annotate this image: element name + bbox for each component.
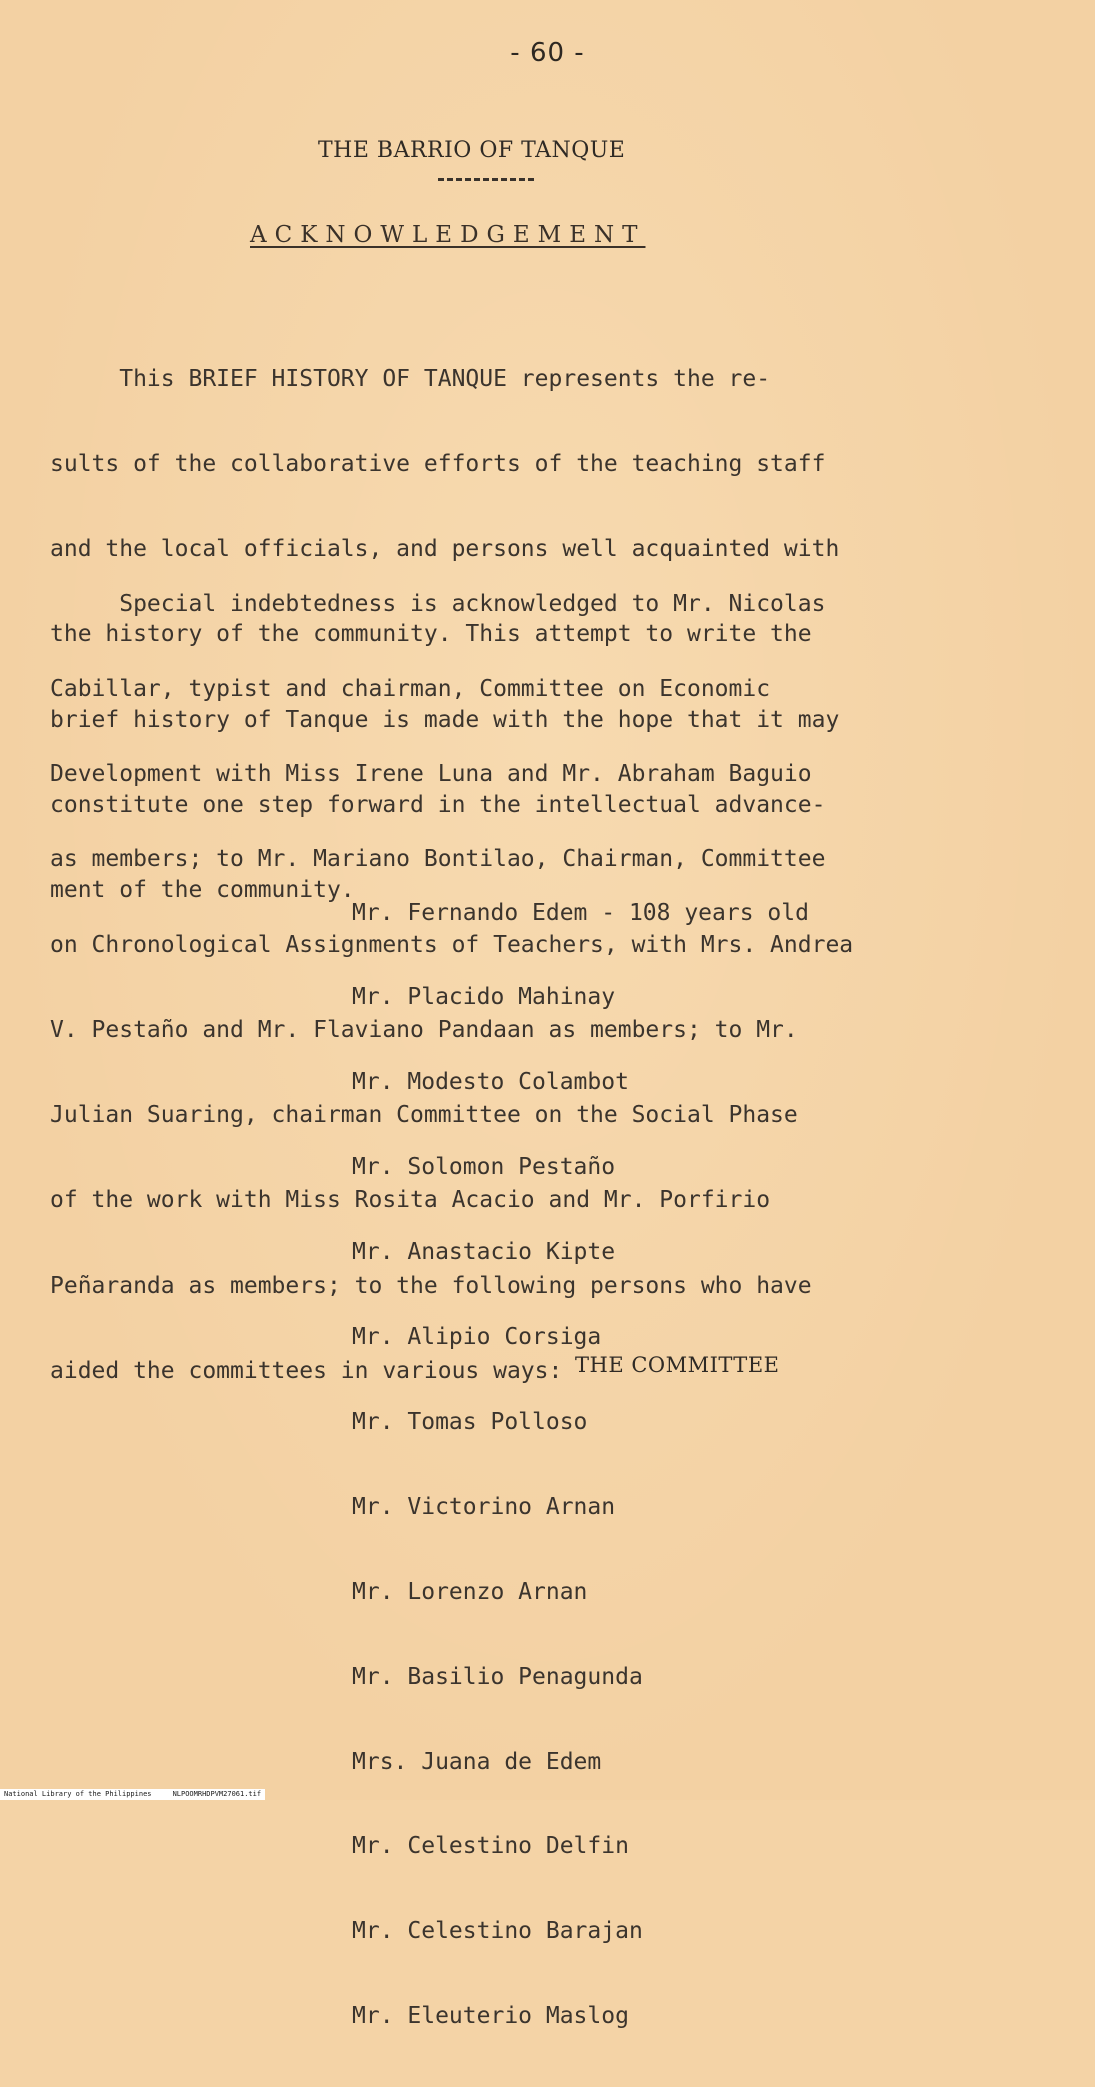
list-item: Mr. Modesto Colambot <box>352 1069 629 1096</box>
paragraph-line: Special indebtedness is acknowledged to Mr. Nicolas <box>50 590 826 617</box>
list-item: Mr. Alipio Corsiga <box>352 1324 602 1351</box>
paragraph-line: the history of the community. This attempt to write the <box>50 621 812 648</box>
persons-list <box>352 842 809 2087</box>
paragraph-line: ment of the community. <box>50 877 355 904</box>
paragraph-line: Development with Miss Irene Luna and Mr. Abraham Baguio <box>50 761 812 788</box>
signature: THE COMMITTEE <box>575 1353 780 1377</box>
list-item: Mr. Victorino Arnan <box>352 1493 616 1520</box>
paragraph-line: on Chronological Assignments of Teachers, with Mrs. Andrea <box>50 931 854 958</box>
title-dashed-rule <box>438 178 534 181</box>
paragraph-line: of the work with Miss Rosita Acacio and Mr. Porfirio <box>50 1187 771 1214</box>
paragraph-line: This BRIEF HISTORY OF TANQUE represents the re- <box>50 365 771 392</box>
list-item: Mr. Lorenzo Arnan <box>352 1578 588 1605</box>
paragraph-line: Peñaranda as members; to the following persons who have <box>50 1272 812 1299</box>
scan-footer: National Library of the Philippines NLPOOMRHDPVM27061.tif <box>0 1789 265 1800</box>
paragraph-line: Julian Suaring, chairman Committee on the Social Phase <box>50 1102 798 1129</box>
list-item: Mr. Basilio Penagunda <box>352 1663 643 1690</box>
section-heading: ACKNOWLEDGEMENT <box>250 222 646 248</box>
list-item: Mr. Celestino Barajan <box>352 1918 643 1945</box>
list-item: Mr. Eleuterio Maslog <box>352 2003 629 2030</box>
paragraph-line: and the local officials, and persons well acquainted with <box>50 536 840 563</box>
paragraph-line: Cabillar, typist and chairman, Committee on Economic <box>50 676 771 703</box>
list-item: Mr. Tomas Polloso <box>352 1408 588 1435</box>
list-item: Mr. Placido Mahinay <box>352 984 616 1011</box>
list-item: Mr. Anastacio Kipte <box>352 1239 616 1266</box>
paragraph-line: aided the committees in various ways: <box>50 1357 563 1384</box>
page-number: - 60 - <box>510 38 585 68</box>
paragraph-line: V. Pestaño and Mr. Flaviano Pandaan as members; to Mr. <box>50 1016 798 1043</box>
paragraph-line: as members; to Mr. Mariano Bontilao, Chairman, Committee <box>50 846 826 873</box>
paragraph-line: sults of the collaborative efforts of the teaching staff <box>50 451 826 478</box>
list-item: Mr. Solomon Pestaño <box>352 1154 616 1181</box>
paragraph-line: constitute one step forward in the intellectual advance- <box>50 791 826 818</box>
paragraph-line: brief history of Tanque is made with the hope that it may <box>50 706 840 733</box>
document-title: THE BARRIO OF TANQUE <box>318 138 626 163</box>
list-item: Mrs. Juana de Edem <box>352 1748 602 1775</box>
list-item: Mr. Fernando Edem - 108 years old <box>352 899 809 926</box>
list-item: Mr. Celestino Delfin <box>352 1833 629 1860</box>
